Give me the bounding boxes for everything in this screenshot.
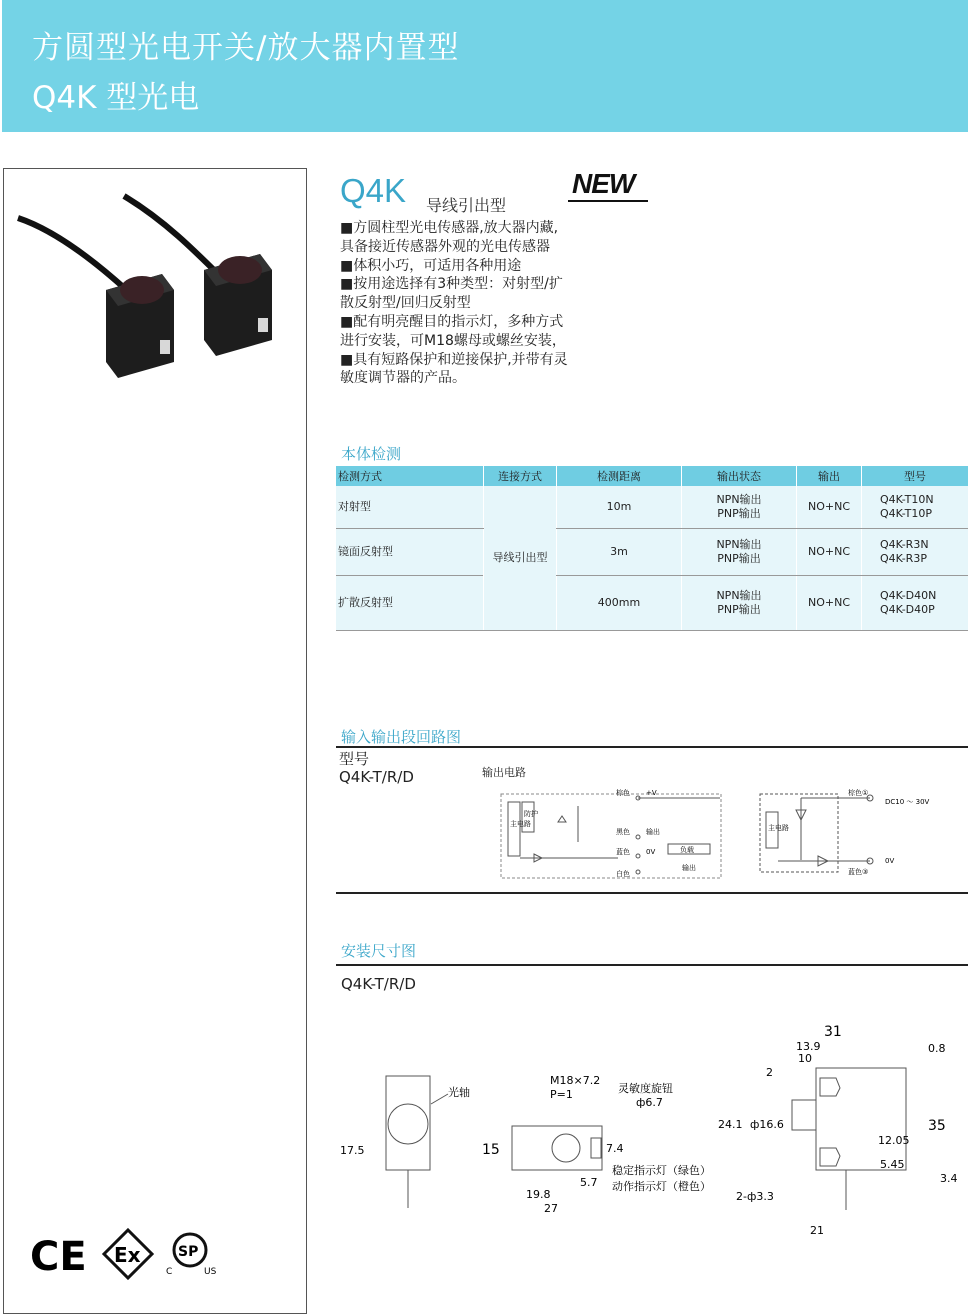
model-subtitle: 导线引出型 bbox=[426, 196, 507, 215]
dim-166: ф16.6 bbox=[750, 1118, 784, 1131]
ex-icon: Ex bbox=[114, 1243, 141, 1267]
model-npn: Q4K-T10N bbox=[880, 493, 934, 506]
divider bbox=[336, 892, 968, 894]
description-line: 进行安装，可M18螺母或螺丝安装， bbox=[340, 332, 566, 349]
page-title: 方圆型光电开关/放大器内置型 bbox=[32, 30, 460, 66]
label-zero-v: 0V bbox=[646, 848, 656, 856]
cell-output: NO+NC bbox=[797, 576, 862, 631]
label-blue: 蓝色 bbox=[616, 848, 630, 856]
label-dc: DC10 ～ 30V bbox=[885, 798, 930, 806]
dim-198: 19.8 bbox=[526, 1188, 551, 1201]
label-black: 黑色 bbox=[616, 828, 630, 836]
dim-10: 10 bbox=[798, 1052, 812, 1065]
dim-21: 21 bbox=[810, 1224, 824, 1237]
section-title-circuit: 输入输出段回路图 bbox=[341, 728, 462, 746]
cell-state bbox=[682, 576, 797, 631]
cell-distance: 3m bbox=[557, 529, 682, 576]
cell-state bbox=[682, 529, 797, 576]
dim-175: 17.5 bbox=[340, 1144, 365, 1157]
description-line: ■体积小巧，可适用各种用途 bbox=[340, 257, 522, 274]
description-line: 散反射型/回归反射型 bbox=[340, 295, 471, 312]
dimension-drawing bbox=[336, 1020, 968, 1237]
dim-74: 7.4 bbox=[606, 1142, 624, 1155]
cell-model bbox=[862, 486, 969, 529]
col-header: 检测距离 bbox=[557, 466, 682, 486]
table-row bbox=[336, 486, 968, 529]
dimension-model: Q4K-T/R/D bbox=[341, 975, 416, 993]
label-brown1: 棕色① bbox=[848, 789, 869, 797]
dim-p1: P=1 bbox=[550, 1088, 573, 1101]
dim-15: 15 bbox=[482, 1142, 500, 1158]
model-pnp: Q4K-T10P bbox=[880, 507, 933, 520]
dim-stable: 稳定指示灯（绿色） bbox=[612, 1164, 711, 1177]
label-protect: 防护 bbox=[524, 810, 538, 818]
label-load: 负载 bbox=[680, 846, 694, 854]
divider bbox=[336, 964, 968, 966]
dim-m18: M18×7.2 bbox=[550, 1074, 601, 1087]
label-blue3: 蓝色③ bbox=[848, 868, 869, 876]
col-header: 输出状态 bbox=[682, 466, 797, 486]
model-pnp: Q4K-R3P bbox=[880, 552, 927, 565]
new-badge-underline bbox=[568, 200, 648, 202]
product-description bbox=[340, 219, 610, 388]
description-line: ■方圆柱型光电传感器,放大器内藏, bbox=[340, 220, 559, 236]
model-name: Q4K bbox=[340, 172, 407, 209]
label-white: 白色 bbox=[616, 870, 630, 878]
label-zv: 0V bbox=[885, 857, 895, 865]
dim-34: 3.4 bbox=[940, 1172, 958, 1185]
col-header: 型号 bbox=[862, 466, 969, 486]
label-brown: 棕色 bbox=[616, 789, 630, 797]
col-header: 输出 bbox=[797, 466, 862, 486]
cell-model bbox=[862, 529, 969, 576]
state-npn: NPN输出 bbox=[716, 538, 762, 551]
dim-27: 27 bbox=[544, 1202, 558, 1215]
certification-logos bbox=[30, 1222, 230, 1282]
description-line: 具备接近传感器外观的光电传感器 bbox=[340, 238, 550, 255]
cell-model bbox=[862, 576, 969, 631]
model-npn: Q4K-R3N bbox=[880, 538, 929, 551]
ce-icon: CE bbox=[30, 1234, 87, 1280]
spec-table bbox=[336, 466, 968, 631]
dim-33: 2-ф3.3 bbox=[736, 1190, 774, 1203]
col-header: 连接方式 bbox=[484, 466, 557, 486]
new-badge: NEW bbox=[572, 168, 635, 199]
label-main-2: 主电路 bbox=[768, 824, 789, 832]
model-pnp: Q4K-D40P bbox=[880, 603, 935, 616]
cell-distance: 400mm bbox=[557, 576, 682, 631]
csa-c: C bbox=[166, 1267, 173, 1277]
cell-output: NO+NC bbox=[797, 529, 862, 576]
cell-method: 镜面反射型 bbox=[336, 529, 484, 576]
dim-action: 动作指示灯（橙色） bbox=[612, 1180, 711, 1193]
label-plus-v: +V bbox=[646, 789, 657, 797]
divider bbox=[336, 746, 968, 748]
table-header-row bbox=[336, 466, 968, 486]
cell-state bbox=[682, 486, 797, 529]
cell-output: NO+NC bbox=[797, 486, 862, 529]
csa-us: US bbox=[204, 1267, 217, 1277]
col-header: 检测方式 bbox=[336, 466, 484, 486]
description-line: ■具有短路保护和逆接保护,并带有灵 bbox=[340, 351, 568, 368]
state-pnp: PNP输出 bbox=[717, 552, 761, 565]
cell-distance: 10m bbox=[557, 486, 682, 529]
label-out: 输出 bbox=[646, 828, 660, 836]
dim-35: 35 bbox=[928, 1118, 946, 1134]
dim-d67: ф6.7 bbox=[636, 1096, 663, 1109]
dim-139: 13.9 bbox=[796, 1040, 821, 1053]
model-npn: Q4K-D40N bbox=[880, 589, 937, 602]
state-pnp: PNP输出 bbox=[717, 603, 761, 616]
description-line: 敏度调节器的产品。 bbox=[340, 370, 466, 387]
cell-connection: 导线引出型 bbox=[484, 486, 557, 631]
output-circuit-label: 输出电路 bbox=[482, 766, 526, 779]
state-npn: NPN输出 bbox=[716, 493, 762, 506]
dim-57: 5.7 bbox=[580, 1176, 598, 1189]
product-photo bbox=[14, 190, 294, 390]
csa-icon: SP bbox=[178, 1244, 199, 1260]
state-pnp: PNP输出 bbox=[717, 507, 761, 520]
table-row bbox=[336, 529, 968, 576]
dim-08: 0.8 bbox=[928, 1042, 946, 1055]
circuit-model: Q4K-T/R/D bbox=[339, 768, 414, 786]
description-line: ■配有明亮醒目的指示灯，多种方式 bbox=[340, 313, 564, 330]
dim-31: 31 bbox=[824, 1024, 842, 1040]
circuit-model-label: 型号 bbox=[339, 750, 370, 768]
cell-method: 对射型 bbox=[336, 486, 484, 529]
dim-2: 2 bbox=[766, 1066, 773, 1079]
label-output: 输出 bbox=[682, 864, 696, 872]
output-circuit-diagram bbox=[498, 786, 968, 886]
dim-axis: 光轴 bbox=[448, 1086, 470, 1099]
cell-method: 扩散反射型 bbox=[336, 576, 484, 631]
page-header bbox=[2, 0, 968, 132]
dim-sens: 灵敏度旋钮 bbox=[618, 1082, 673, 1095]
description-line: ■按用途选择有3种类型：对射型/扩 bbox=[340, 276, 563, 293]
page-subtitle: Q4K 型光电 bbox=[32, 80, 200, 116]
label-main: 主电路 bbox=[510, 820, 531, 828]
section-title-detection: 本体检测 bbox=[341, 445, 402, 463]
table-row bbox=[336, 576, 968, 631]
state-npn: NPN输出 bbox=[716, 589, 762, 602]
dim-241: 24.1 bbox=[718, 1118, 743, 1131]
dim-545: 5.45 bbox=[880, 1158, 905, 1171]
dim-1205: 12.05 bbox=[878, 1134, 910, 1147]
section-title-dimensions: 安装尺寸图 bbox=[341, 942, 417, 960]
